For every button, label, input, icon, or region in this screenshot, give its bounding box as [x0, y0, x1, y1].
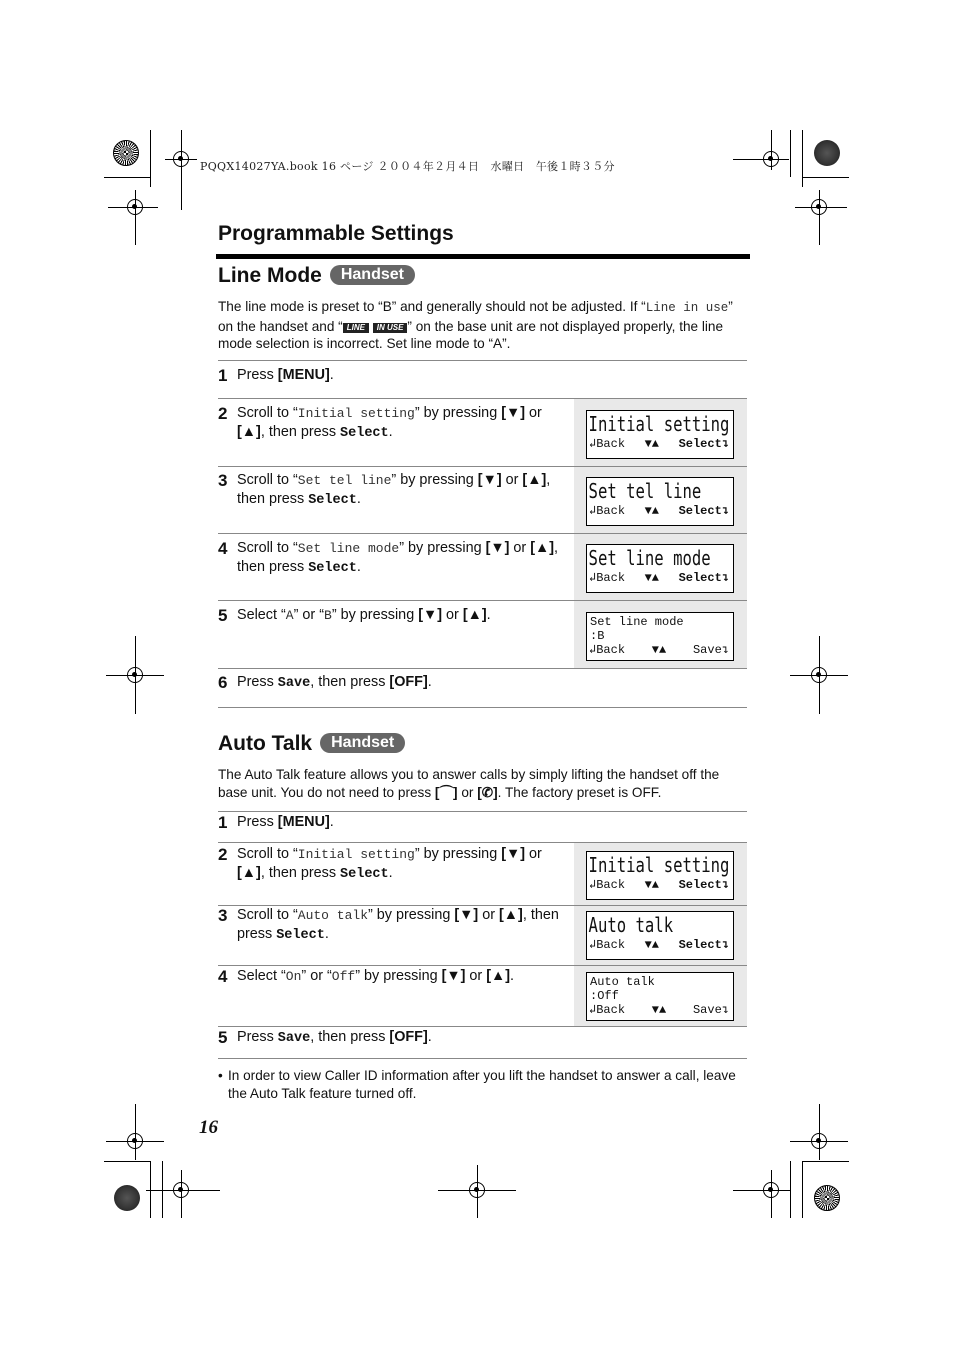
- lcd-auto-talk-value: Auto talk :Off ↲Back ▼▲ Save↴: [586, 972, 734, 1021]
- auto-talk-step-1: 1 Press [MENU].: [218, 813, 334, 832]
- line-mode-step-1: 1 Press [MENU].: [218, 366, 334, 385]
- handset-badge: Handset: [330, 265, 415, 285]
- auto-talk-step-4: 4 Select “On” or “Off” by pressing [▼] or [▲].: [218, 967, 515, 986]
- registration-sunburst: [113, 140, 139, 166]
- auto-talk-note: • In order to view Caller ID information after you lift the handset to answer a call, leave the Auto Talk feature turned off.: [218, 1068, 736, 1101]
- auto-talk-step-5: 5 Press Save, then press [OFF].: [218, 1028, 432, 1047]
- lcd-initial-setting: Initial setting ↲Back ▼▲ Select↴: [586, 851, 734, 900]
- line-indicator-icon: LINE: [343, 323, 369, 333]
- speakerphone-key-icon: [✆]: [477, 784, 498, 800]
- auto-talk-title: Auto Talk: [218, 732, 313, 755]
- line-mode-step-4: 4 Scroll to “Set line mode” by pressing [▼] or [▲], then press Select.: [218, 539, 559, 576]
- auto-talk-heading: [218, 732, 405, 756]
- auto-talk-intro: The Auto Talk feature allows you to answer calls by simply lifting the handset off the base unit. You do not need to press [⌒] or [✆]. The factory preset is OFF.: [218, 767, 720, 800]
- page-number: 16: [199, 1117, 218, 1138]
- in-use-indicator-icon: IN USE: [373, 323, 408, 333]
- lcd-set-tel-line: Set tel line ↲Back ▼▲ Select↴: [586, 477, 734, 526]
- auto-talk-step-3: 3 Scroll to “Auto talk” by pressing [▼] or [▲], then press Select.: [218, 906, 559, 943]
- line-mode-heading: [218, 264, 415, 288]
- line-mode-step-3: 3 Scroll to “Set tel line” by pressing [▼] or [▲], then press Select.: [218, 471, 551, 508]
- lcd-line-mode-value: Set line mode :B ↲Back ▼▲ Save↴: [586, 612, 734, 661]
- line-mode-step-2: 2 Scroll to “Initial setting” by pressing [▼] or [▲], then press Select.: [218, 404, 542, 441]
- handset-badge: Handset: [320, 733, 405, 753]
- section-rule: [216, 254, 750, 259]
- line-mode-title: Line Mode: [218, 264, 322, 287]
- line-mode-step-6: 6 Press Save, then press [OFF].: [218, 673, 432, 692]
- line-mode-step-5: 5 Select “A” or “B” by pressing [▼] or [▲].: [218, 606, 491, 625]
- talk-key-icon: [⌒]: [434, 784, 458, 800]
- book-header-meta: PQQX14027YA.book 16 ページ ２００４年２月４日 水曜日 午後１時３５分: [200, 160, 615, 173]
- line-mode-intro: The line mode is preset to “B” and generally should not be adjusted. If “Line in use” on the handset and “ LINE IN USE ” on the base unit are not displayed properly, the line mode selection is incorrect. Set line mode to “A”.: [218, 299, 733, 351]
- lcd-auto-talk: Auto talk ↲Back ▼▲ Select↴: [586, 911, 734, 960]
- registration-sunburst: [814, 1185, 840, 1211]
- auto-talk-step-2: 2 Scroll to “Initial setting” by pressing [▼] or [▲], then press Select.: [218, 845, 542, 882]
- section-title: Programmable Settings: [218, 222, 454, 245]
- lcd-set-line-mode: Set line mode ↲Back ▼▲ Select↴: [586, 544, 734, 593]
- lcd-initial-setting: Initial setting ↲Back ▼▲ Select↴: [586, 410, 734, 459]
- registration-dot: [814, 140, 840, 166]
- registration-dot: [114, 1185, 140, 1211]
